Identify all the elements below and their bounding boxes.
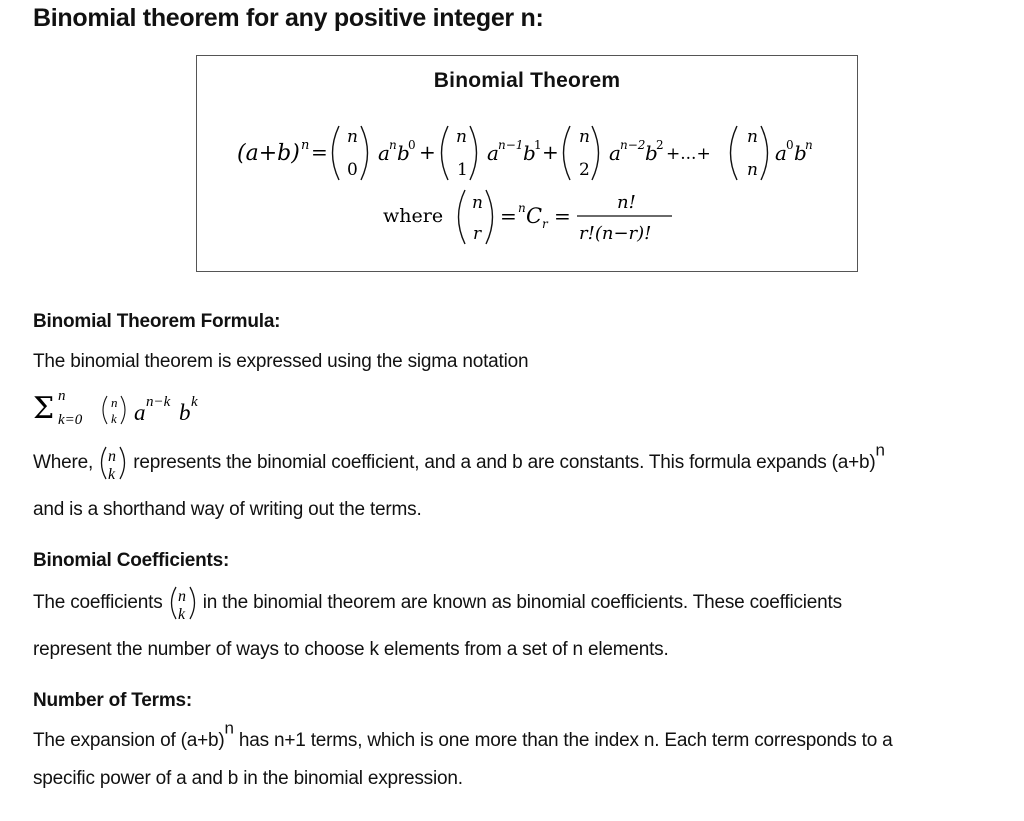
svg-text:0: 0 xyxy=(786,138,794,152)
svg-text:n: n xyxy=(177,587,186,605)
svg-text:n: n xyxy=(518,201,526,215)
svg-text:a: a xyxy=(134,400,146,425)
svg-text:n: n xyxy=(456,127,467,147)
number-of-terms-text-line2: specific power of a and b in the binomial expression. xyxy=(33,768,463,789)
svg-text:r: r xyxy=(473,224,482,244)
term-2 xyxy=(564,126,711,180)
coefficients-text: The coefficients n k in the binomial theorem are known as binomial coefficients. These coefficients xyxy=(33,580,1013,626)
svg-text:1: 1 xyxy=(534,138,542,152)
where-label: where xyxy=(383,205,444,227)
binomial-coefficient-nk xyxy=(168,581,198,625)
term-1 xyxy=(442,126,559,180)
svg-text:a: a xyxy=(487,141,499,165)
svg-text:n: n xyxy=(805,138,813,152)
theorem-formula xyxy=(197,56,859,273)
binom-bottom: 0 xyxy=(347,160,358,180)
svg-text:n−1: n−1 xyxy=(498,138,524,152)
svg-text:a: a xyxy=(775,141,787,165)
coefficients-heading: Binomial Coefficients: xyxy=(33,550,230,571)
formula-explanation: Where, n k represents the binomial coefficient, and a and b are constants. This formula expands $(a+b)^n$ xyxy=(33,440,885,483)
equals-sign: = xyxy=(311,140,328,164)
sigma-lower: k=0 xyxy=(58,412,83,428)
svg-text:b: b xyxy=(179,400,191,425)
svg-text:+: + xyxy=(419,140,436,164)
binom-top: n xyxy=(347,127,358,147)
lhs-exponent: n xyxy=(301,138,310,153)
sigma-icon: Σ xyxy=(33,391,55,426)
svg-text:n−k: n−k xyxy=(146,394,171,410)
svg-text:n: n xyxy=(108,447,116,465)
term-n xyxy=(731,126,813,180)
formula-intro: The binomial theorem is expressed using the sigma notation xyxy=(33,351,529,372)
binomial-theorem-figure xyxy=(196,55,858,272)
svg-text:=: = xyxy=(500,204,517,228)
svg-text:k: k xyxy=(111,411,117,426)
lhs-expression: (a+b) xyxy=(237,141,300,166)
sigma-formula xyxy=(33,384,293,430)
svg-text:n: n xyxy=(579,127,590,147)
svg-text:b: b xyxy=(397,141,410,165)
where-definition xyxy=(383,190,672,244)
formula-heading: Binomial Theorem Formula: xyxy=(33,311,281,332)
svg-text:k: k xyxy=(177,605,185,623)
page-title: Binomial theorem for any positive integer n: xyxy=(33,4,544,32)
svg-text:k: k xyxy=(108,465,116,483)
svg-text:n: n xyxy=(472,193,483,213)
svg-text:n: n xyxy=(747,160,758,180)
svg-text:2: 2 xyxy=(656,138,664,152)
binomial-coefficient-nk xyxy=(98,441,128,485)
svg-text:b: b xyxy=(523,141,536,165)
svg-text:n: n xyxy=(747,127,758,147)
svg-text:a: a xyxy=(378,141,390,165)
svg-text:n−2: n−2 xyxy=(620,138,646,152)
svg-text:0: 0 xyxy=(408,138,416,152)
term-0 xyxy=(333,126,436,180)
sigma-upper: n xyxy=(58,388,66,404)
svg-text:b: b xyxy=(794,141,807,165)
svg-text:=: = xyxy=(554,204,571,228)
svg-text:n: n xyxy=(389,138,397,152)
number-of-terms-text: The expansion of $(a+b)^n$ has n+1 terms, which is one more than the index n. Each term corresponds to a xyxy=(33,718,893,751)
svg-text:b: b xyxy=(645,141,658,165)
figure-title: Binomial Theorem xyxy=(433,69,621,92)
svg-text:r: r xyxy=(542,217,548,231)
fraction-denominator: r!(n−r)! xyxy=(579,223,652,244)
number-of-terms-heading: Number of Terms: xyxy=(33,690,193,711)
fraction-numerator: n! xyxy=(617,192,636,213)
coefficients-text-line2: represent the number of ways to choose k elements from a set of n elements. xyxy=(33,639,669,660)
svg-text:a: a xyxy=(609,141,621,165)
svg-text:C: C xyxy=(526,204,543,228)
svg-text:1: 1 xyxy=(457,160,468,180)
svg-text:k: k xyxy=(191,394,198,410)
ellipsis: +...+ xyxy=(666,144,711,164)
svg-text:n: n xyxy=(111,395,118,410)
formula-continuation: and is a shorthand way of writing out the terms. xyxy=(33,499,422,520)
svg-text:+: + xyxy=(542,140,559,164)
svg-text:2: 2 xyxy=(579,160,590,180)
